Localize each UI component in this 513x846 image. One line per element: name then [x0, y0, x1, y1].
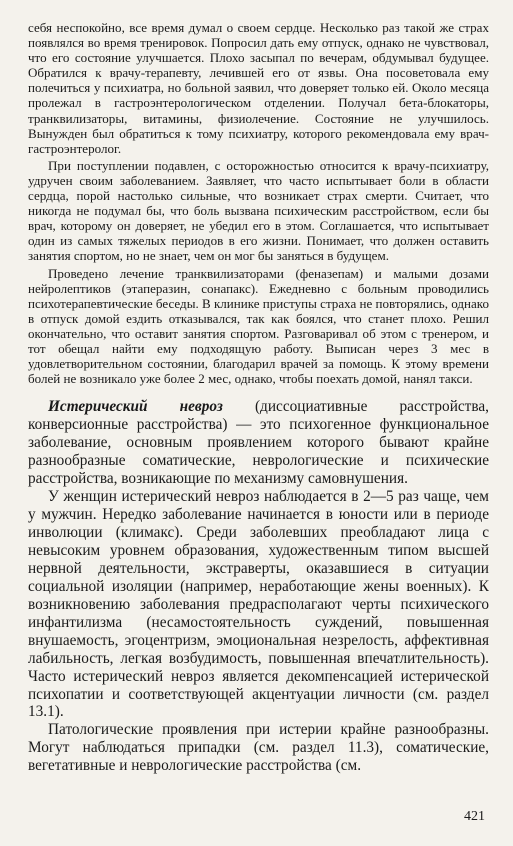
case-paragraph-1: себя неспокойно, все время думал о своем сердце. Несколько раз такой же страх появлялся во время тренировок. Попросил дать ему отпуск, однако не чувствовал, что его состояние улучшается. Плохо засыпал по вечерам, обдумывал будущее. Обратился к врачу-терапевту, лечившей его от язвы. Она посоветовала ему полечиться у психиатра, но больной заявил, что доверяет только ей. Около месяца пролежал в гастроэнтерологическом отделении. Получал бета-блокаторы, транквилизаторы, витамины, физиолечение. Состояние не улучшилось. Вынужден был обратиться к тому психиатру, которого рекомендовала ему врач-гастроэнтеролог.	[28, 20, 489, 156]
definition-text: (диссоциативные расстройства, конверсионные расстройства) — это психогенное функциональное заболевание, основным проявлением которого бывают крайне разнообразные соматические, неврологические и психические расстройства, возникающие по механизму самовнушения.	[28, 398, 489, 488]
page-number: 421	[464, 809, 485, 824]
body-paragraph-2: Патологические проявления при истерии крайне разнообразны. Могут наблюдаться припадки (см. раздел 11.3), соматические, вегетативные и неврологические расстройства (см.	[28, 721, 489, 775]
case-paragraph-3: Проведено лечение транквилизаторами (феназепам) и малыми дозами нейролептиков (этаперазин, сонапакс). Ежедневно с больным проводились психотерапевтические беседы. В клинике приступы страха не повторялись, однако в отпуск домой ездить отказывался, так как боялся, что станет плохо. Решил окончательно, что оставит занятия спортом. Разговаривал об этом с тренером, и тот обещал найти ему подходящую работу. Выписан через 3 мес в удовлетворительном состоянии, благодарил врачей за помощь. К этому времени болей не возникало уже более 2 мес, однако, чтобы поехать домой, нанял такси.	[28, 265, 489, 387]
term-hysterical-neurosis: Истерический невроз	[48, 398, 223, 416]
case-paragraph-2: При поступлении подавлен, с осторожностью относится к врачу-психиатру, удручен своим заболеванием. Заявляет, что часто испытывает боли в области сердца, порой настолько сильные, что возникает страх смерти. Считает, что никогда не подумал бы, что боль вызвана психическим расстройством, если бы врач, которому он доверяет, не убедил его в этом. Соглашается, что испытывает один из самых тяжелых периодов в его жизни. Понимает, что должен оставить занятия спортом, но не знает, чем он мог бы заняться в будущем.	[28, 157, 489, 264]
body-paragraph-1: У женщин истерический невроз наблюдается в 2—5 раз чаще, чем у мужчин. Нередко заболевание начинается в юности или в периоде инволюции (климакс). Среди заболевших преобладают лица с невысоким уровнем образования, художественным типом высшей нервной деятельности, экстраверты, оказавшиеся в ситуации социальной изоляции (например, неработающие жены военных). К возникновению заболевания предрасполагают черты психического инфантилизма (несамостоятельность суждений, повышенная внушаемость, эгоцентризм, эмоциональная незрелость, аффективная лабильность, легкая возбудимость, повышенная впечатлительность). Часто истерический невроз является декомпенсацией истерической психопатии и соответствующей акцентуации личности (см. раздел 13.1).	[28, 488, 489, 721]
definition-paragraph	[28, 398, 489, 488]
